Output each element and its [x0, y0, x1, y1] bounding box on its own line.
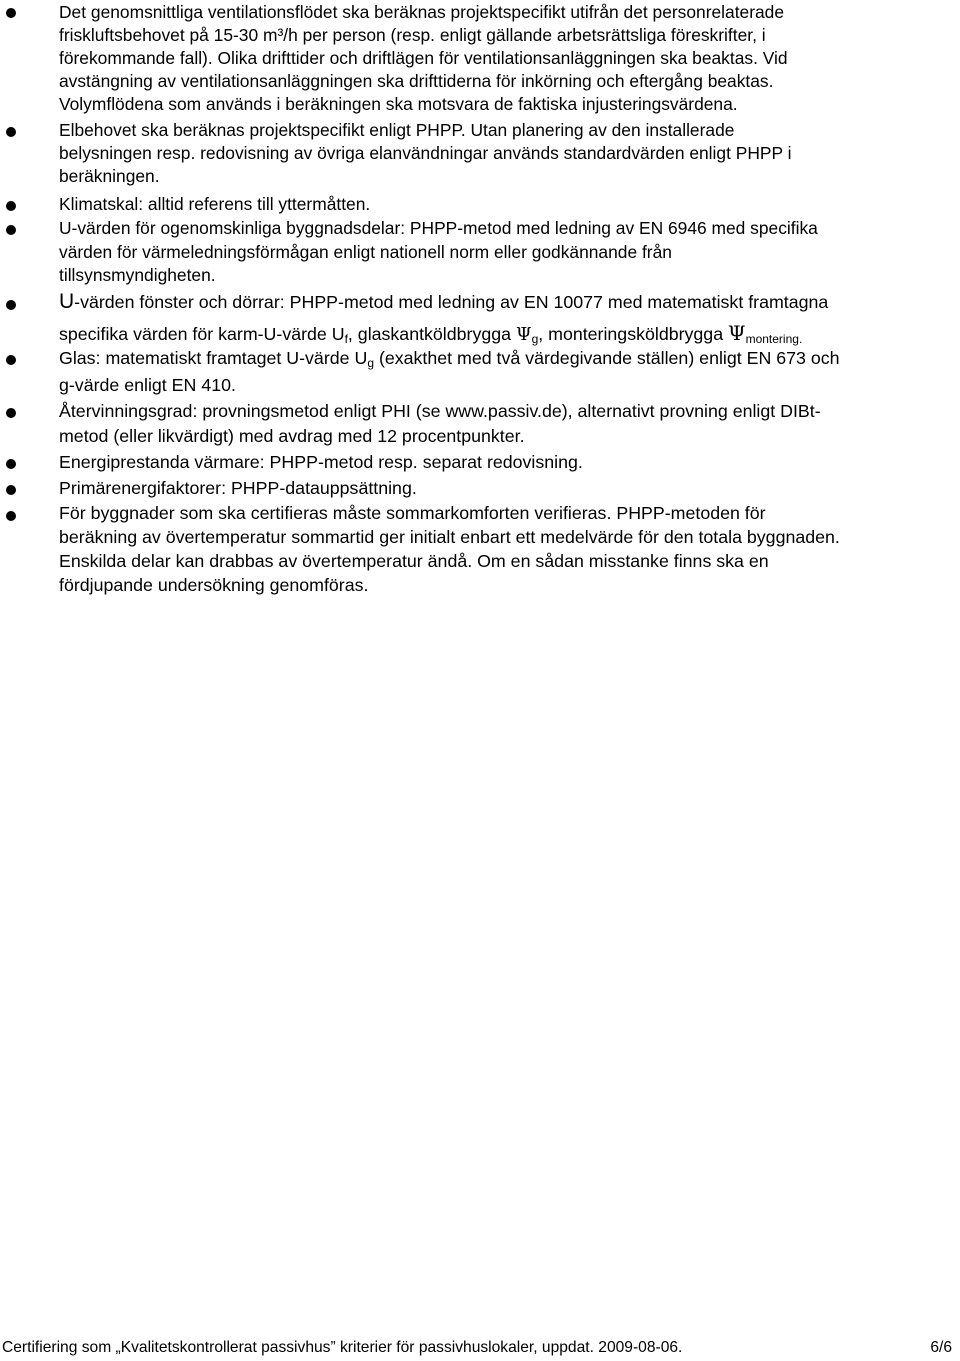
- psi-glyph: Ψ: [515, 324, 532, 345]
- text-line: För byggnader som ska certifieras måste sommarkomforten verifieras. PHPP-metoden för: [59, 503, 766, 523]
- bullet-icon: [6, 485, 16, 495]
- text-span: -värden fönster och dörrar: PHPP-metod med ledning av EN 10077 med matematiskt framtagna: [74, 292, 829, 312]
- bullet-icon: [6, 201, 16, 211]
- text-line: [59, 290, 828, 314]
- text-span: , glaskantköldbrygga: [347, 324, 516, 344]
- bullet-icon: [6, 8, 16, 18]
- footer-text: Certifiering som „Kvalitetskontrollerat passivhus” kriterier för passivhuslokaler, uppdat. 2009-08-06.: [2, 1339, 683, 1356]
- text-line: [59, 347, 840, 370]
- text-line: värden för värmeledningsförmågan enligt nationell norm eller godkännande från: [59, 242, 672, 262]
- text-line: [59, 322, 802, 346]
- subscript: montering.: [745, 332, 803, 346]
- text-line: Energiprestanda värmare: PHPP-metod resp. separat redovisning.: [59, 452, 583, 472]
- big-u-glyph: U: [59, 290, 75, 313]
- bullet-icon: [6, 127, 16, 137]
- text-span: , monteringsköldbrygga: [538, 324, 729, 344]
- text-line: beräkningen.: [59, 166, 160, 186]
- text-span: (exakthet med två värdegivande ställen) enligt EN 673 och: [374, 348, 840, 368]
- text-line: Enskilda delar kan drabbas av övertemperatur ändå. Om en sådan misstanke finns ska en: [59, 551, 769, 571]
- subscript: f: [344, 332, 348, 346]
- text-line: friskluftsbehovet på 15-30 m³/h per person (resp. enligt gällande arbetsrättsliga föreskrifter, i: [59, 25, 766, 45]
- bullet-icon: [6, 300, 16, 310]
- text-line: Klimatskal: alltid referens till yttermåtten.: [59, 194, 371, 214]
- text-line: Det genomsnittliga ventilationsflödet ska beräknas projektspecifikt utifrån det personrelaterade: [59, 2, 785, 22]
- psi-glyph: Ψ: [728, 321, 746, 345]
- page-number: 6/6: [930, 1339, 952, 1356]
- subscript: g: [531, 332, 539, 346]
- bullet-icon: [6, 355, 16, 365]
- bullet-icon: [6, 408, 16, 418]
- text-line: Elbehovet ska beräknas projektspecifikt enligt PHPP. Utan planering av den installerade: [59, 120, 735, 140]
- text-line: Volymflödena som används i beräkningen ska motsvara de faktiska injusteringsvärdena.: [59, 94, 738, 114]
- text-line: avstängning av ventilationsanläggningen ska drifttiderna för inkörning och eftergång beaktas.: [59, 71, 774, 91]
- page-footer: [0, 1336, 960, 1360]
- text-line: förekommande fall). Olika drifttider och driftlägen för ventilationsanläggningen ska beaktas. Vid: [59, 48, 788, 68]
- text-line: beräkning av övertemperatur sommartid ger initialt enbart ett medelvärde för den totala byggnaden.: [59, 527, 840, 547]
- text-line: metod (eller likvärdigt) med avdrag med 12 procentpunkter.: [59, 426, 525, 446]
- text-line: tillsynsmyndigheten.: [59, 265, 216, 285]
- subscript: g: [367, 356, 374, 370]
- text-line: g-värde enligt EN 410.: [59, 375, 236, 395]
- text-span: Glas: matematiskt framtaget U-värde U: [59, 348, 368, 368]
- text-line: fördjupande undersökning genomföras.: [59, 575, 369, 595]
- text-line: belysningen resp. redovisning av övriga elanvändningar används standardvärden enligt PHPP i: [59, 143, 792, 163]
- text-line: Återvinningsgrad: provningsmetod enligt PHI (se www.passiv.de), alternativt provning enligt DIBt-: [59, 401, 821, 421]
- text-line: U-värden för ogenomskinliga byggnadsdelar: PHPP-metod med ledning av EN 6946 med specifika: [59, 218, 818, 238]
- bullet-icon: [6, 459, 16, 469]
- text-span: specifika värden för karm-U-värde U: [59, 324, 345, 344]
- bullet-icon: [6, 511, 16, 521]
- bullet-icon: [6, 225, 16, 235]
- text-line: Primärenergifaktorer: PHPP-datauppsättning.: [59, 478, 417, 498]
